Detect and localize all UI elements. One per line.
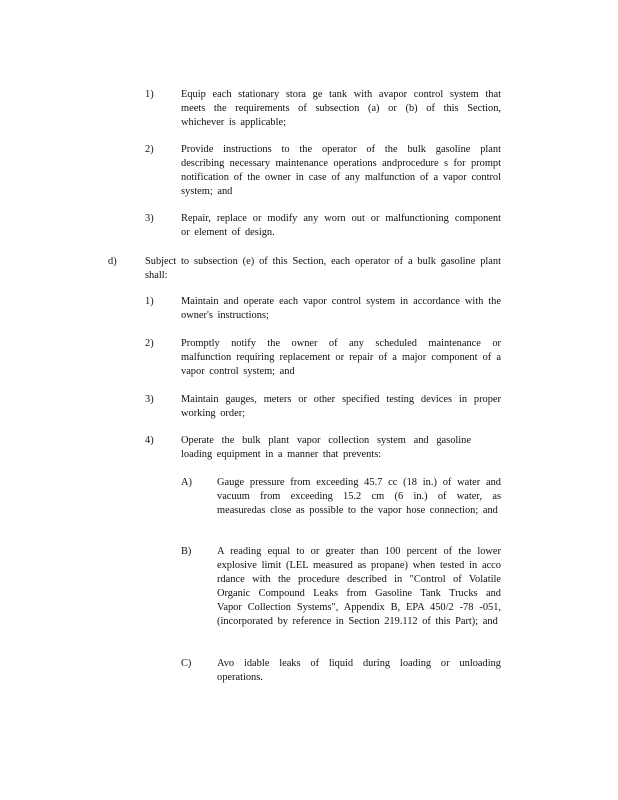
item-number: d) <box>108 256 117 267</box>
item-number: 1) <box>145 89 154 100</box>
item-text: Maintain gauges, meters or other specified testing devices in proper working order; <box>181 394 501 419</box>
item-number: 2) <box>145 144 154 155</box>
item-text: Gauge pressure from exceeding 45.7 cc (18 in.) of water and vacuum from exceeding 15.2 cm (6 in.) of water, as measuredas close as possible to the vapor hose connection; and <box>217 477 501 516</box>
item-number: 3) <box>145 394 154 405</box>
item-number: A) <box>181 477 192 488</box>
item-text: Provide instructions to the operator of the bulk gasoline plant describing necessary maintenance operations andprocedure s for prompt notification of the owner in case of any malfunction of a vapor control system; and <box>181 144 501 197</box>
item-number: 4) <box>145 435 154 446</box>
item-text: Avo idable leaks of liquid during loading or unloading operations. <box>217 658 501 683</box>
item-text: Maintain and operate each vapor control system in accordance with the owner's instructions; <box>181 296 501 321</box>
item-number: C) <box>181 658 192 669</box>
item-text: Subject to subsection (e) of this Section, each operator of a bulk gasoline plant shall: <box>145 256 501 281</box>
item-number: 3) <box>145 213 154 224</box>
item-number: 1) <box>145 296 154 307</box>
item-number: B) <box>181 546 192 557</box>
item-text: Repair, replace or modify any worn out or malfunctioning component or element of design. <box>181 213 501 238</box>
item-text: Operate the bulk plant vapor collection system and gasoline loading equipment in a manner that prevents: <box>181 435 471 460</box>
item-text: Equip each stationary stora ge tank with avapor control system that meets the requirements of subsection (a) or (b) of this Section, whichever is applicable; <box>181 89 501 128</box>
item-number: 2) <box>145 338 154 349</box>
item-text: A reading equal to or greater than 100 percent of the lower explosive limit (LEL measured as propane) when tested in acco rdance with the procedure described in "Control of Volatile Organic Compound Leaks from Gasoline Tank Trucks and Vapor Collection Systems", Appendix B, EPA 450/2 -78 -051, (incorporated by reference in Section 219.112 of this Part); and <box>217 546 501 627</box>
item-text: Promptly notify the owner of any scheduled maintenance or malfunction requiring replacement or repair of a major component of a vapor control system; and <box>181 338 501 377</box>
